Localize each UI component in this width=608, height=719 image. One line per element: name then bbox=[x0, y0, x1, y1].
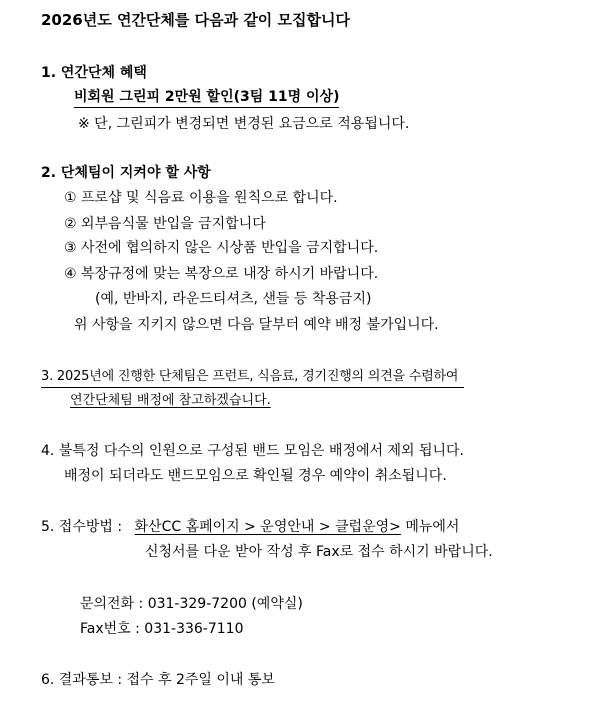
contact-phone: 문의전화 : 031-329-7200 (예약실) bbox=[80, 596, 303, 612]
rule-item-4: ④ 복장규정에 맞는 복장으로 내장 하시기 바랍니다. bbox=[64, 266, 379, 282]
section-1-note: ※ 단, 그린피가 변경되면 변경된 요금으로 적용됩니다. bbox=[78, 116, 410, 132]
section-3-line-2: 연간단체팀 배정에 참고하겠습니다. bbox=[70, 393, 271, 408]
rule-warning: 위 사항을 지키지 않으면 다음 달부터 예약 배정 불가입니다. bbox=[74, 317, 439, 333]
rule-item-2: ② 외부음식물 반입을 금지합니다 bbox=[64, 216, 266, 232]
section-6-line: 6. 결과통보 : 접수 후 2주일 이내 통보 bbox=[41, 672, 275, 688]
rule-item-1: ① 프로샵 및 식음료 이용을 원칙으로 합니다. bbox=[64, 190, 338, 206]
section-1-heading: 1. 연간단체 혜택 bbox=[41, 65, 147, 81]
application-path: 화산CC 홈페이지 > 운영안내 > 클럽운영> bbox=[134, 519, 401, 535]
page-title: 2026년도 연간단체를 다음과 같이 모집합니다 bbox=[41, 11, 350, 29]
rule-item-3: ③ 사전에 협의하지 않은 시상품 반입을 금지합니다. bbox=[64, 240, 379, 256]
section-5-line-2: 신청서를 다운 받아 작성 후 Fax로 접수 하시기 바랍니다. bbox=[145, 544, 493, 560]
section-1-benefit: 비회원 그린피 2만원 할인(3팀 11명 이상) bbox=[74, 88, 339, 108]
contact-fax: Fax번호 : 031-336-7110 bbox=[80, 621, 244, 637]
section-5-suffix: 메뉴에서 bbox=[405, 519, 460, 535]
section-4-line-1: 4. 불특정 다수의 인원으로 구성된 밴드 모임은 배정에서 제외 됩니다. bbox=[41, 443, 465, 459]
section-4-line-2: 배정이 되더라도 밴드모임으로 확인될 경우 예약이 취소됩니다. bbox=[64, 468, 447, 484]
rule-example: (예, 반바지, 라운드티셔츠, 샌들 등 착용금지) bbox=[95, 291, 372, 307]
section-5-label: 5. 접수방법 : bbox=[41, 519, 123, 535]
section-5-line-1 bbox=[41, 518, 459, 536]
section-2-heading: 2. 단체팀이 지켜야 할 사항 bbox=[41, 165, 211, 181]
section-3-line-1: 3. 2025년에 진행한 단체팀은 프런트, 식음료, 경기진행의 의견을 수렴하여 bbox=[41, 368, 464, 388]
